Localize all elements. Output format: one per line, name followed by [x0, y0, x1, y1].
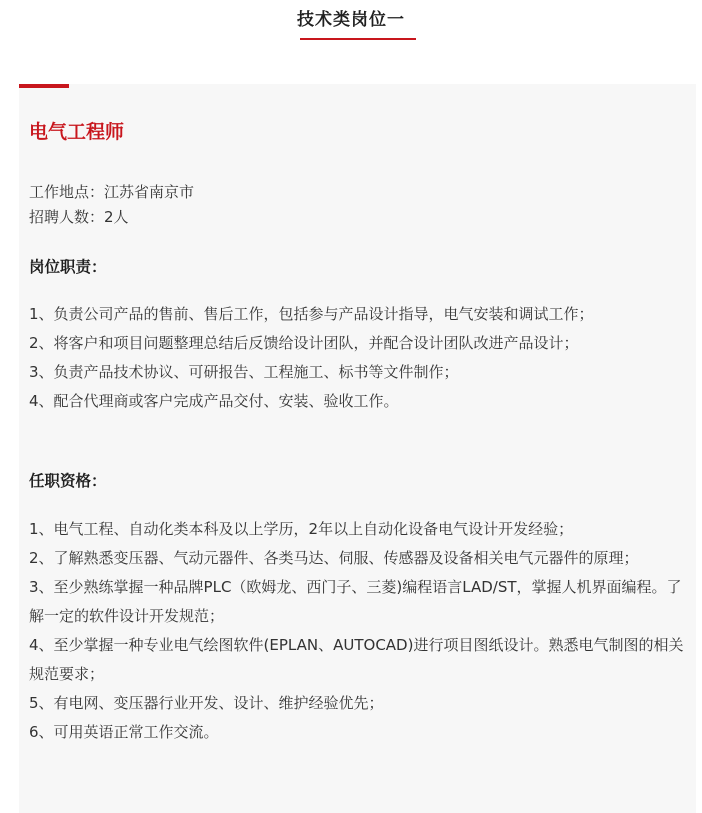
requirement-item: 3、至少熟练掌握一种品牌PLC（欧姆龙、西门子、三菱)编程语言LAD/ST，掌握人机界面编程。了解一定的软件设计开发规范； [29, 578, 682, 625]
requirement-item: 5、有电网、变压器行业开发、设计、维护经验优先； [29, 694, 384, 712]
job-location: 工作地点：江苏省南京市 [29, 183, 195, 201]
requirement-item: 4、至少掌握一种专业电气绘图软件(EPLAN、AUTOCAD)进行项目图纸设计。熟悉电气制图的相关规范要求； [29, 636, 684, 683]
requirements-heading: 任职资格： [29, 472, 107, 490]
section-title-underline [300, 38, 416, 40]
duty-item: 1、负责公司产品的售前、售后工作，包括参与产品设计指导，电气安装和调试工作； [29, 305, 594, 323]
duties-list [29, 300, 689, 416]
requirement-item: 1、电气工程、自动化类本科及以上学历，2年以上自动化设备电气设计开发经验； [29, 520, 574, 538]
section-header [0, 0, 702, 40]
job-title: 电气工程师 [29, 121, 125, 143]
duties-heading: 岗位职责： [29, 258, 107, 276]
job-headcount: 招聘人数：2人 [29, 208, 129, 226]
duty-item: 3、负责产品技术协议、可研报告、工程施工、标书等文件制作； [29, 363, 459, 381]
card-accent-bar [19, 84, 69, 88]
requirement-item: 6、可用英语正常工作交流。 [29, 723, 219, 741]
requirement-item: 2、了解熟悉变压器、气动元器件、各类马达、伺服、传感器及设备相关电气元器件的原理； [29, 549, 639, 567]
duty-item: 2、将客户和项目问题整理总结后反馈给设计团队，并配合设计团队改进产品设计； [29, 334, 579, 352]
duty-item: 4、配合代理商或客户完成产品交付、安装、验收工作。 [29, 392, 399, 410]
requirements-list [29, 515, 689, 747]
section-title: 技术类岗位一 [297, 10, 405, 30]
